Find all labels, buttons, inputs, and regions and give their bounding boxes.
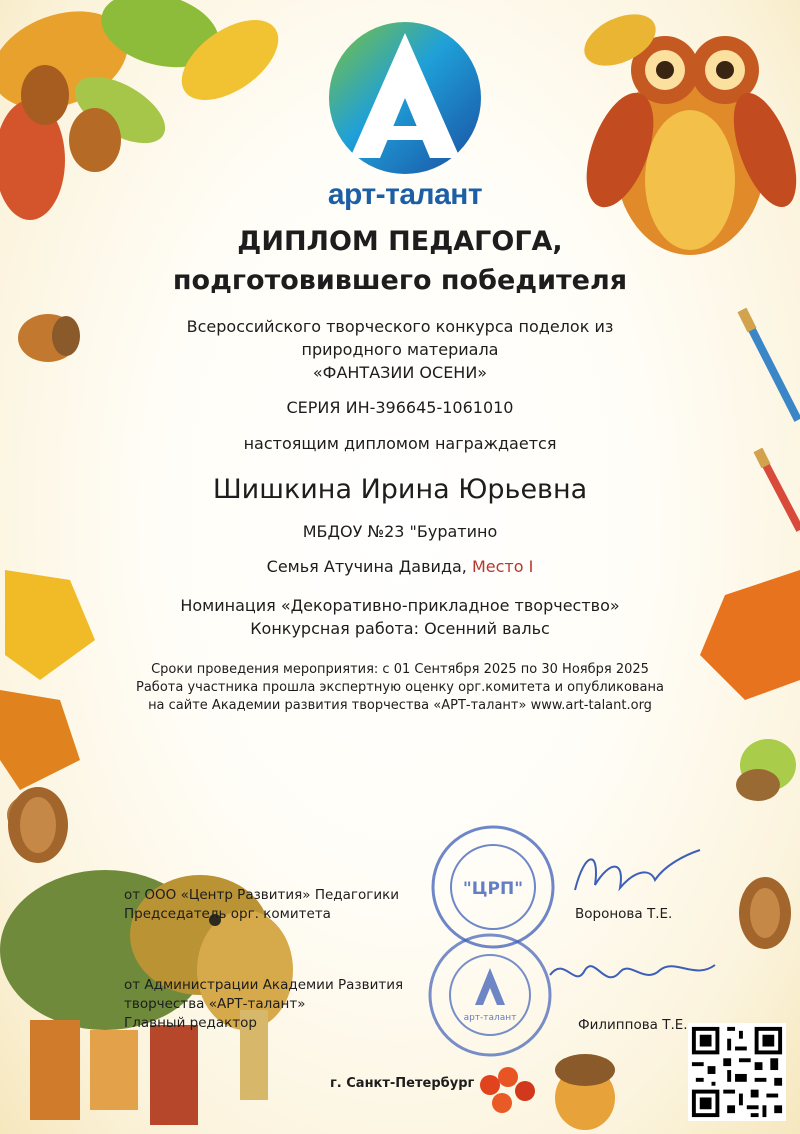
contest-line-1: Всероссийского творческого конкурса поделок из <box>186 317 614 336</box>
signature-voronova <box>565 840 705 910</box>
city-label: г. Санкт-Петербург <box>330 1076 475 1091</box>
signature-block-2 <box>124 976 403 1033</box>
sig2-name: Филиппова Т.Е. <box>578 1017 688 1033</box>
team-and-place <box>0 557 800 576</box>
contest-description <box>0 315 800 384</box>
pinecone-icon <box>0 780 80 870</box>
sig1-org: от ООО «Центр Развития» Педагогики <box>124 887 400 903</box>
team-name: Семья Атучина Давида, <box>266 557 467 576</box>
crp-stamp-text: "ЦРП" <box>462 879 524 899</box>
diploma-title: ДИПЛОМ ПЕДАГОГА, <box>237 226 563 257</box>
awarded-text: настоящим дипломом награждается <box>243 434 557 453</box>
contest-line-2: природного материала <box>301 340 499 359</box>
signature-filippova <box>545 950 720 1010</box>
sig2-position: Главный редактор <box>124 1015 257 1031</box>
place-label: Место I <box>471 557 534 576</box>
autumn-leaves-top-left <box>0 0 300 260</box>
sig2-org: от Администрации Академии Развития <box>124 977 404 993</box>
competition-work: Конкурсная работа: Осенний вальс <box>250 619 550 638</box>
nomination: Номинация «Декоративно-прикладное творчество» <box>180 596 620 615</box>
contest-line-3: «ФАНТАЗИИ ОСЕНИ» <box>312 363 488 382</box>
terms-block <box>0 661 800 715</box>
stamp-brand-text: арт-талант <box>463 1013 517 1023</box>
logo-brand-text: арт-талант <box>327 178 483 211</box>
sig1-name: Воронова Т.Е. <box>575 906 673 922</box>
green-acorn-icon <box>728 725 800 805</box>
sig2-org-name: творчества «АРТ-талант» <box>124 996 306 1012</box>
terms-line-3: на сайте Академии развития творчества «АРТ-талант» www.art-talant.org <box>148 698 652 713</box>
nomination-block <box>0 594 800 640</box>
recipient-name: Шишкина Ирина Юрьевна <box>212 474 588 505</box>
art-talant-logo <box>310 18 500 218</box>
organization: МБДОУ №23 "Буратино <box>302 522 498 541</box>
signature-block-1 <box>124 886 399 924</box>
terms-line-1: Сроки проведения мероприятия: с 01 Сентября 2025 по 30 Ноября 2025 <box>151 662 649 677</box>
qr-code-icon <box>688 1023 786 1121</box>
pinecone-right-icon <box>730 868 800 958</box>
rowan-berries-icon <box>470 1055 550 1134</box>
logo-emblem-icon <box>310 18 500 178</box>
art-talant-stamp-icon <box>420 930 560 1060</box>
series-number: СЕРИЯ ИН-396645-1061010 <box>286 398 514 417</box>
diploma-subtitle: подготовившего победителя <box>172 265 628 296</box>
terms-line-2: Работа участника прошла экспертную оценку орг.комитета и опубликована <box>136 680 664 695</box>
sig1-position: Председатель орг. комитета <box>124 906 331 922</box>
